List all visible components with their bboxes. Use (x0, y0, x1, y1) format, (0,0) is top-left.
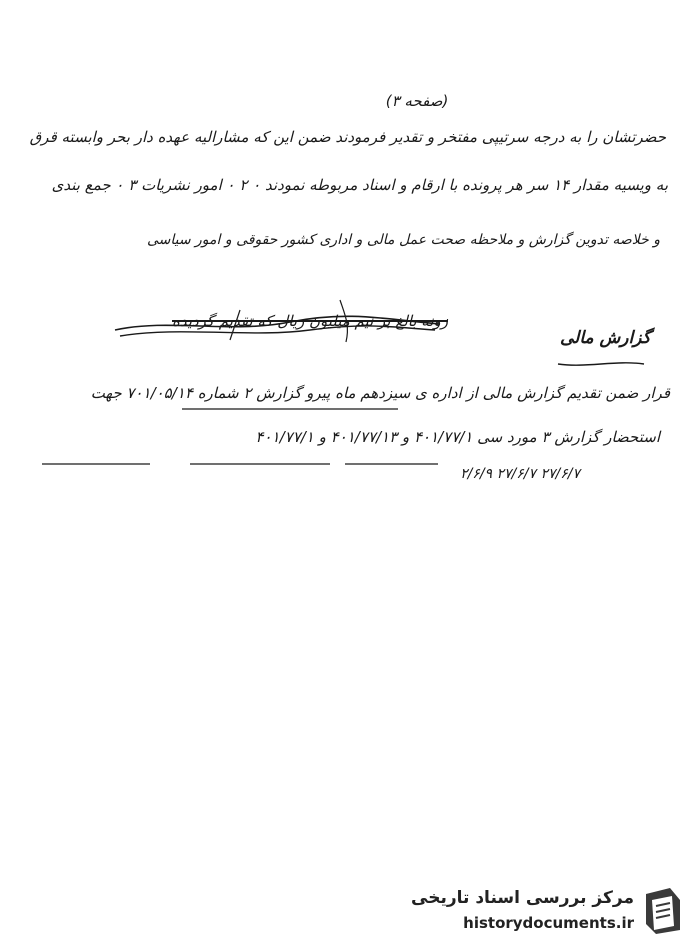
watermark-logo (396, 884, 686, 940)
archive-book-icon (640, 886, 686, 936)
struck-text: زونه بالغ بر نیم میلیون ریال که تقدیم گردیده (172, 312, 448, 330)
date-row: ۲۷/۶/۷ ۲۷/۶/۷ ۲/۶/۹ (460, 466, 580, 482)
text-line-3: و خلاصه تدوین گزارش و ملاحظه صحت عمل مالی و اداری کشور حقوقی و امور سیاسی (146, 232, 660, 248)
text-line-1: حضرتشان را به درجه سرتیپی مفتخر و تقدیر فرمودند ضمن این که مشارالیه عهده دار بحر وابسته قرق (29, 128, 666, 146)
text-line-6: استحضار گزارش ۳ مورد سی ۴۰۱/۷۷/۱ و ۴۰۱/۷۷/۱۳ و ۴۰۱/۷۷/۱ (255, 428, 660, 446)
heading-underline (556, 356, 646, 370)
section-heading: گزارش مالی (560, 328, 651, 348)
text-line-5: قرار ضمن تقدیم گزارش مالی از اداره ی سیزدهم ماه پیرو گزارش ۲ شماره ۷۰۱/۰۵/۱۴ جهت (90, 384, 670, 402)
text-line-2: به ویسیه مقدار ۱۴ سر هر پرونده با ارقام و اسناد مربوطه نمودند ۰ ۲ ۰ امور نشریات ۳ ۰ جمع بندی (51, 176, 668, 194)
watermark-url: historydocuments.ir (463, 914, 634, 932)
page-number: (صفحه ۳) (385, 92, 449, 110)
watermark-title: مرکز بررسی اسناد تاریخی (411, 888, 634, 908)
number-underline-1 (180, 404, 400, 414)
